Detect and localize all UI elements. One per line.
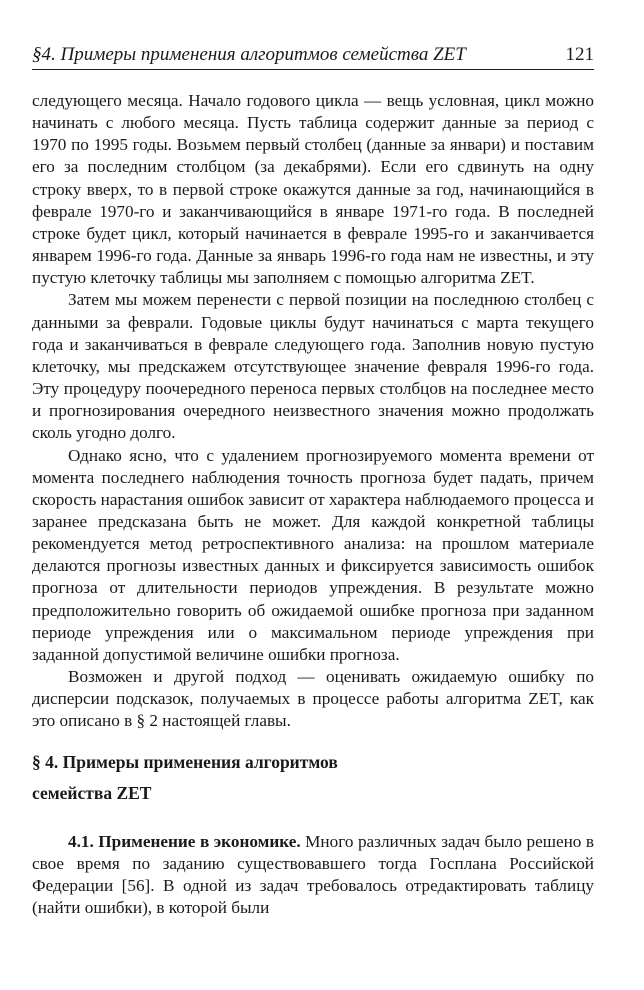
subsection-heading: 4.1. Применение в экономике. — [68, 831, 301, 851]
section-heading-line: § 4. Примеры применения алгоритмов — [32, 751, 338, 772]
subsection-paragraph — [32, 831, 594, 920]
page — [32, 44, 594, 919]
paragraph: Возможен и другой подход — оценивать ожидаемую ошибку по дисперсии подсказок, получаемых в процессе работы алгоритма ZET, как это описано в § 2 настоящей главы. — [32, 667, 594, 731]
body-text — [32, 90, 594, 919]
section-heading-line: семейства ZET — [32, 782, 152, 803]
page-number: 121 — [565, 44, 594, 65]
subsection-text: Много различных задач было решено в свое время по заданию существовавшего тогда Госплана Российской Федерации [56]. В одной из задач требовалось отредактировать таблицу (найти ошибки), в которой были — [32, 831, 594, 917]
paragraph-continued: следующего месяца. Начало годового цикла — вещь условная, цикл можно начинать с любого месяца. Пусть таблица содержит данные за период с 1970 по 1995 годы. Возьмем первый столбец (данные за январи) и поставим его за последним столбцом (за декабрями). Если его сдвинуть на одну строку вверх, то в первой строке окажутся данные за год, начинающийся в феврале 1970-го и заканчивающийся в январе 1971-го года. В последней строке будет цикл, который начинается в феврале 1995-го и заканчивается январем 1996-го года. Данные за январь 1996-го года нам не известны, и эту пустую клеточку таблицы мы заполняем с помощью алгоритма ZET. — [32, 91, 594, 288]
section-heading — [32, 747, 594, 809]
paragraph: Затем мы можем перенести с первой позиции на последнюю столбец с данными за феврали. Годовые циклы будут начинаться с марта текущего года и заканчиваться в феврале следующего года. Заполнив новую пустую клеточку, мы предскажем отсутствующее значение февраля 1996-го года. Эту процедуру поочередного переноса первых столбцов на последнее место и прогнозирования очередного неизвестного значения можно продолжать сколь угодно долго. — [32, 290, 594, 443]
paragraph: Однако ясно, что с удалением прогнозируемого момента времени от момента последнего наблюдения точность прогноза будет падать, причем скорость нарастания ошибок зависит от характера наблюдаемого процесса и заранее предсказана быть не может. Для каждой конкретной таблицы рекомендуется метод ретроспективного анализа: на прошлом материале делаются прогнозы известных данных и фиксируется зависимость ошибок прогноза от длительности периодов упреждения. В результате можно предположительно говорить об ожидаемой ошибке прогноза при заданном периоде упреждения или о максимальном периоде упреждения при заданной допустимой величине ошибки прогноза. — [32, 445, 594, 664]
running-head — [32, 44, 594, 70]
running-head-title: §4. Примеры применения алгоритмов семейства ZET — [32, 44, 466, 65]
